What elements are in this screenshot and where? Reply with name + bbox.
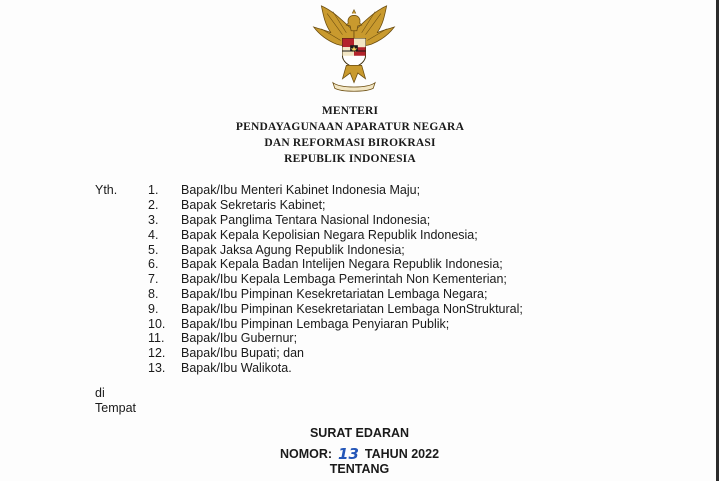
- list-number: 13.: [148, 360, 166, 375]
- addressee-list: [144, 183, 704, 375]
- list-text: Bapak Sekretaris Kabinet;: [181, 198, 326, 213]
- list-text: Bapak/Ibu Gubernur;: [181, 331, 298, 346]
- list-number: 7.: [148, 272, 159, 287]
- list-text: Bapak/Ibu Bupati; dan: [181, 346, 305, 361]
- garuda-emblem-icon: [306, 2, 402, 98]
- list-item: [144, 331, 704, 346]
- list-text: Bapak Panglima Tentara Nasional Indonesia;: [181, 212, 431, 227]
- list-number: 10.: [148, 316, 166, 331]
- list-number: 11.: [148, 331, 165, 346]
- heading-line: PENDAYAGUNAAN APARATUR NEGARA: [235, 121, 465, 133]
- list-item: [144, 272, 704, 287]
- list-number: 6.: [148, 257, 159, 272]
- list-text: Bapak Jaksa Agung Republik Indonesia;: [181, 242, 405, 257]
- list-number: 4.: [148, 227, 159, 242]
- list-item: [144, 287, 704, 302]
- list-item: [144, 361, 704, 376]
- location-tempat: Tempat: [95, 401, 136, 415]
- list-text: Bapak/Ibu Walikota.: [181, 360, 292, 375]
- list-text: Bapak/Ibu Kepala Lembaga Pemerintah Non Kementerian;: [181, 272, 507, 287]
- list-number: 2.: [148, 198, 159, 213]
- heading-line: DAN REFORMASI BIROKRASI: [264, 137, 436, 149]
- surat-nomor: [0, 444, 719, 462]
- location-di: di: [95, 386, 105, 400]
- list-number: 9.: [148, 301, 159, 316]
- nomor-label: NOMOR:: [279, 447, 333, 461]
- list-text: Bapak/Ibu Pimpinan Kesekretariatan Lembaga Negara;: [181, 286, 488, 301]
- list-item: [144, 213, 704, 228]
- list-item: [144, 257, 704, 272]
- surat-edaran-title: SURAT EDARAN: [309, 426, 410, 440]
- list-number: 3.: [148, 212, 159, 227]
- list-text: Bapak Kepala Badan Intelijen Negara Republik Indonesia;: [181, 257, 503, 272]
- list-text: Bapak Kepala Kepolisian Negara Republik Indonesia;: [181, 227, 478, 242]
- list-number: 8.: [148, 286, 159, 301]
- surat-tentang: TENTANG: [329, 462, 390, 476]
- list-item: [144, 242, 704, 257]
- list-text: Bapak/Ibu Pimpinan Kesekretariatan Lembaga NonStruktural;: [181, 301, 523, 316]
- heading-line: MENTERI: [321, 105, 379, 117]
- list-item: [144, 198, 704, 213]
- list-number: 5.: [148, 242, 159, 257]
- list-text: Bapak/Ibu Menteri Kabinet Indonesia Maju;: [181, 183, 421, 198]
- nomor-value: 13: [338, 445, 359, 463]
- list-number: 1.: [148, 183, 159, 198]
- list-text: Bapak/Ibu Pimpinan Lembaga Penyiaran Publik;: [181, 316, 450, 331]
- list-item: [144, 346, 704, 361]
- tahun-label: TAHUN 2022: [364, 447, 440, 461]
- ministry-heading: [150, 103, 550, 167]
- addressee-prefix: Yth.: [95, 183, 118, 197]
- list-number: 12.: [148, 346, 166, 361]
- list-item: [144, 301, 704, 316]
- list-item: [144, 183, 704, 198]
- list-item: [144, 316, 704, 331]
- heading-line: REPUBLIK INDONESIA: [284, 153, 416, 165]
- list-item: [144, 227, 704, 242]
